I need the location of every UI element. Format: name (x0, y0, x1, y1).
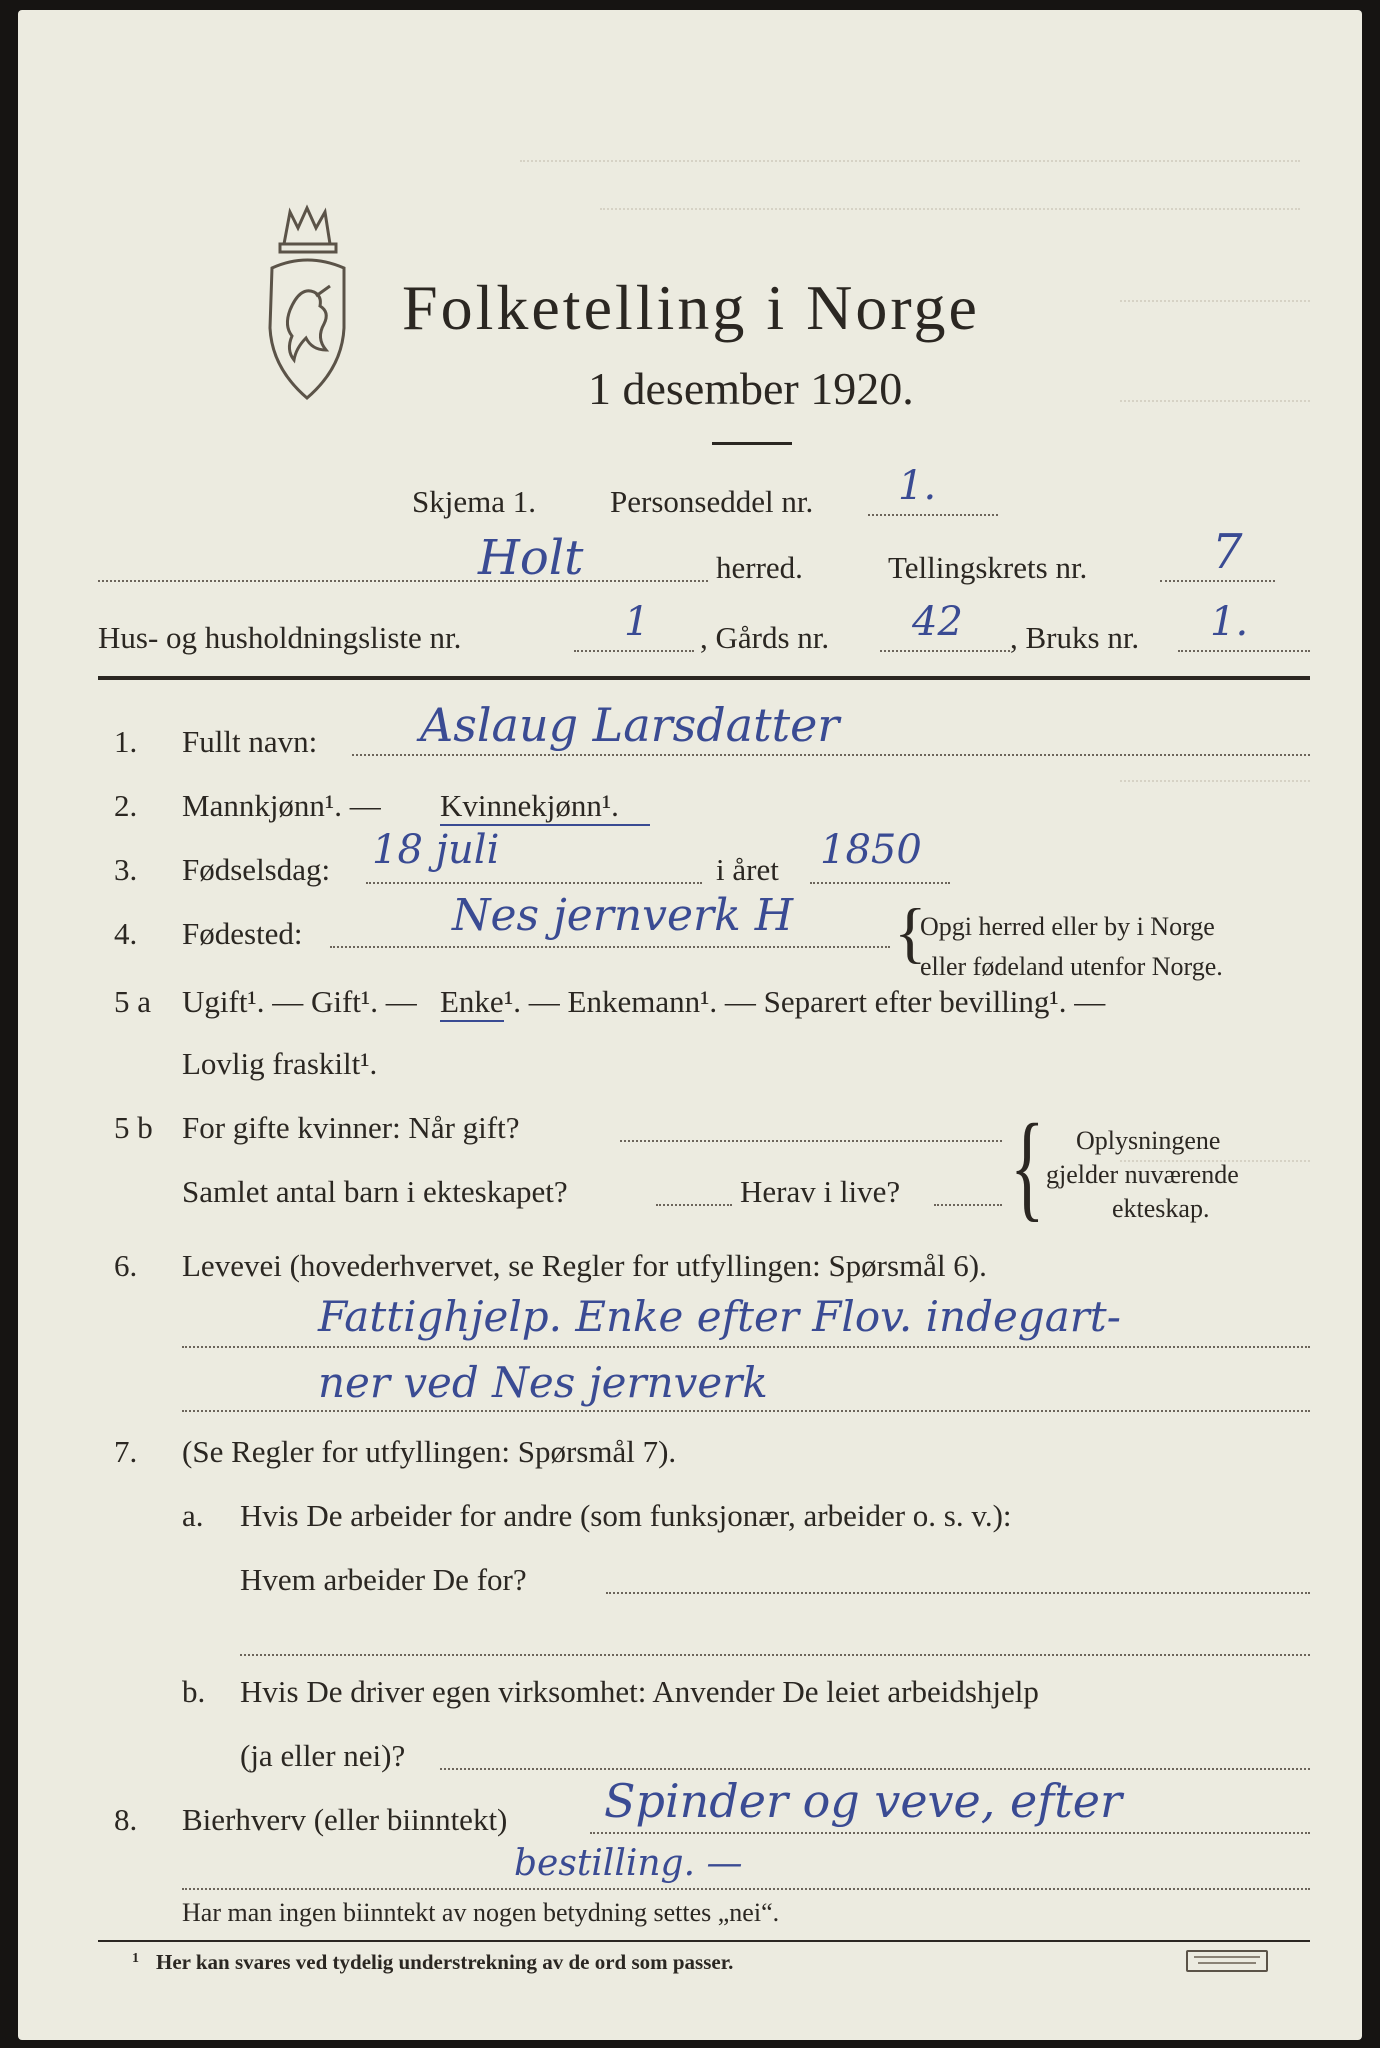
husliste-line (574, 650, 694, 652)
q8-line1 (590, 1832, 1310, 1834)
q5b-children-alive: Herav i live? (740, 1174, 901, 1209)
q5a-number: 5 a (114, 984, 152, 1019)
q5b-children-total: Samlet antal barn i ekteskapet? (182, 1174, 568, 1209)
tellingskrets-value: 7 (1212, 524, 1243, 580)
q6-line1 (182, 1346, 1310, 1348)
q6-line2 (182, 1410, 1310, 1412)
q5b-note-line1: Oplysningene (1076, 1126, 1221, 1155)
q5b-married-when: For gifte kvinner: Når gift? (182, 1110, 520, 1145)
gards-line (880, 650, 1010, 652)
q8-label: Bierhverv (eller biinntekt) (182, 1802, 508, 1837)
footnote-marker: 1 (132, 1951, 139, 1966)
q3-year-value: 1850 (820, 827, 922, 873)
q8-number: 8. (114, 1802, 138, 1837)
q5b-note-line2: gjelder nuværende (1046, 1160, 1239, 1189)
personseddel-line (868, 514, 998, 516)
q7a-letter: a. (182, 1498, 204, 1533)
q2-male-option: Mannkjønn¹. — (182, 788, 381, 823)
q7a-question: Hvis De arbeider for andre (som funksjonær, arbeider o. s. v.): (240, 1498, 1012, 1533)
printer-stamp (1186, 1950, 1268, 1972)
q5b-alive-line (934, 1204, 1002, 1206)
no-income-note: Har man ingen biinntekt av nogen betydning settes „nei“. (182, 1898, 780, 1927)
tellingskrets-line (1160, 580, 1275, 582)
q5a-divorced-option: Lovlig fraskilt¹. (182, 1046, 378, 1081)
norwegian-coat-of-arms-icon (250, 200, 365, 410)
q3-line (366, 882, 702, 884)
gards-value: 42 (912, 599, 963, 645)
q7b-yes-no-label: (ja eller nei)? (240, 1738, 406, 1773)
q7-number: 7. (114, 1434, 138, 1469)
q4-number: 4. (114, 916, 138, 951)
q5b-married-line (620, 1140, 1002, 1142)
bruks-line (1178, 650, 1310, 652)
herred-value: Holt (478, 530, 584, 586)
q1-value: Aslaug Larsdatter (420, 698, 840, 752)
herred-line (98, 580, 708, 582)
q8-line2 (182, 1888, 1310, 1890)
q6-label: Levevei (hovederhvervet, se Regler for utfyllingen: Spørsmål 6). (182, 1248, 987, 1283)
q5a-options-start: Ugift¹. — Gift¹. — (182, 984, 417, 1019)
bruks-label: , Bruks nr. (1010, 620, 1140, 655)
title-divider (712, 442, 792, 445)
q1-label: Fullt navn: (182, 724, 318, 759)
q5b-children-line (656, 1204, 732, 1206)
q7b-yes-no-line (440, 1768, 1310, 1770)
bruks-value: 1. (1210, 599, 1249, 645)
q4-value: Nes jernverk H (452, 890, 794, 941)
q2-number: 2. (114, 788, 138, 823)
q7b-letter: b. (182, 1674, 206, 1709)
q3-year-line (810, 882, 950, 884)
husliste-label: Hus- og husholdningsliste nr. (98, 620, 462, 655)
q1-number: 1. (114, 724, 138, 759)
q3-year-label: i året (716, 852, 779, 887)
q5a-widow-option: Enke (440, 984, 504, 1019)
q4-note-line2: eller fødeland utenfor Norge. (920, 952, 1223, 981)
q6-value-line2: ner ved Nes jernverk (318, 1358, 768, 1407)
footer-rule (98, 1940, 1310, 1942)
q2-female-option: Kvinnekjønn¹. (440, 788, 619, 823)
q1-line (352, 754, 1310, 756)
q5b-note-line3: ekteskap. (1112, 1194, 1210, 1223)
q5b-number: 5 b (114, 1110, 153, 1145)
q3-number: 3. (114, 852, 138, 887)
q8-value-line2: bestilling. — (514, 1843, 743, 1884)
q4-line (330, 946, 890, 948)
q7a-employer-label: Hvem arbeider De for? (240, 1562, 527, 1597)
skjema-label: Skjema 1. (412, 484, 536, 519)
header-rule (98, 676, 1310, 680)
q7-label: (Se Regler for utfyllingen: Spørsmål 7). (182, 1434, 677, 1469)
tellingskrets-label: Tellingskrets nr. (888, 550, 1088, 585)
q5a-widow-underline (440, 1020, 504, 1022)
q4-brace: { (894, 894, 927, 970)
q5b-brace: { (1010, 1099, 1045, 1232)
footnote-text: Her kan svares ved tydelig understrekning av de ord som passer. (156, 1950, 734, 1974)
personseddel-value: 1. (898, 463, 937, 509)
gards-label: , Gårds nr. (700, 620, 830, 655)
q6-number: 6. (114, 1248, 138, 1283)
q4-note-line1: Opgi herred eller by i Norge (920, 912, 1215, 941)
q6-value-line1: Fattighjelp. Enke efter Flov. indegart- (318, 1292, 1121, 1341)
q2-female-underline (440, 824, 650, 826)
q7b-question: Hvis De driver egen virksomhet: Anvender De leiet arbeidshjelp (240, 1674, 1039, 1709)
form-title: Folketelling i Norge (402, 272, 980, 343)
q8-value-line1: Spinder og veve, efter (604, 1774, 1122, 1828)
q3-label: Fødselsdag: (182, 852, 331, 887)
personseddel-label: Personseddel nr. (610, 484, 814, 519)
herred-label: herred. (716, 550, 803, 585)
q7a-employer-line2 (240, 1654, 1310, 1656)
q7a-employer-line (606, 1592, 1310, 1594)
q5a-options-rest: ¹. — Enkemann¹. — Separert efter bevilling¹. — (504, 984, 1106, 1019)
husliste-value: 1 (624, 599, 650, 645)
q3-value: 18 juli (372, 827, 500, 873)
census-date: 1 desember 1920. (588, 363, 914, 414)
q4-label: Fødested: (182, 916, 303, 951)
